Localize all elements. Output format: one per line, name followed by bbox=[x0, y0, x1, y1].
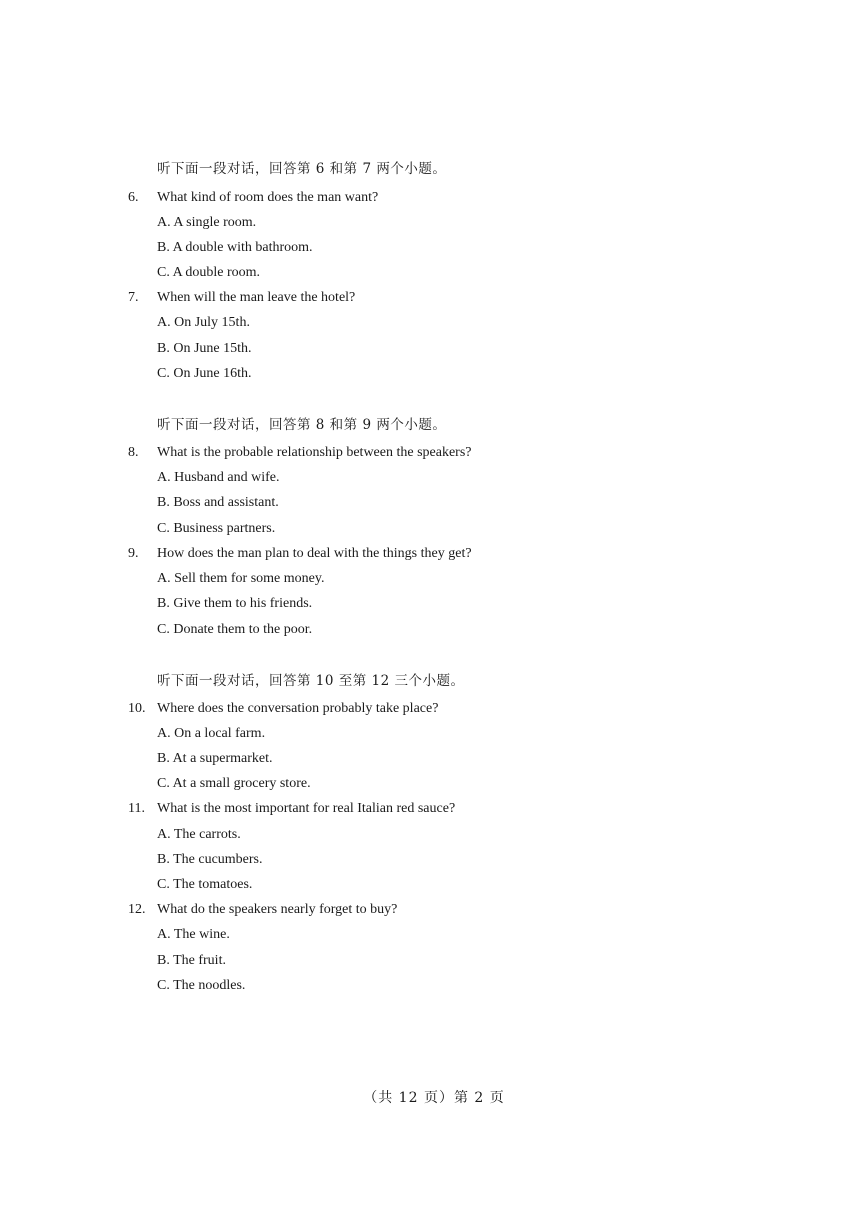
question-text: What do the speakers nearly forget to buy? bbox=[157, 902, 398, 917]
answer-option: A. Husband and wife. bbox=[157, 470, 280, 485]
question-text: What is the probable relationship between the speakers? bbox=[157, 445, 472, 460]
answer-option: B. Boss and assistant. bbox=[157, 495, 279, 510]
answer-option: B. The cucumbers. bbox=[157, 852, 263, 867]
answer-option: C. On June 16th. bbox=[157, 366, 252, 381]
answer-option: B. A double with bathroom. bbox=[157, 240, 313, 255]
answer-option: C. The tomatoes. bbox=[157, 877, 253, 892]
page-footer: （共 12 页）第 2 页 bbox=[363, 1090, 505, 1106]
answer-option: B. On June 15th. bbox=[157, 341, 252, 356]
answer-option: A. The carrots. bbox=[157, 827, 241, 842]
answer-option: B. Give them to his friends. bbox=[157, 596, 313, 611]
question-text: What kind of room does the man want? bbox=[157, 190, 379, 205]
answer-option: C. A double room. bbox=[157, 265, 261, 280]
question-number: 11. bbox=[128, 801, 145, 816]
answer-option: B. At a supermarket. bbox=[157, 751, 273, 766]
question-text: How does the man plan to deal with the things they get? bbox=[157, 546, 472, 561]
answer-option: A. On July 15th. bbox=[157, 315, 250, 330]
answer-option: A. On a local farm. bbox=[157, 726, 266, 741]
question-number: 10. bbox=[128, 701, 146, 716]
answer-option: C. The noodles. bbox=[157, 978, 246, 993]
answer-option: B. The fruit. bbox=[157, 953, 226, 968]
answer-option: A. Sell them for some money. bbox=[157, 571, 325, 586]
answer-option: C. Business partners. bbox=[157, 521, 276, 536]
question-number: 12. bbox=[128, 902, 146, 917]
answer-option: A. A single room. bbox=[157, 215, 257, 230]
question-number: 9. bbox=[128, 546, 139, 561]
question-number: 6. bbox=[128, 190, 139, 205]
section-instruction: 听下面一段对话，回答第 8 和第 9 两个小题。 bbox=[157, 417, 447, 433]
section-instruction: 听下面一段对话，回答第 6 和第 7 两个小题。 bbox=[157, 161, 447, 177]
answer-option: A. The wine. bbox=[157, 927, 230, 942]
question-text: Where does the conversation probably take place? bbox=[157, 701, 439, 716]
question-text: When will the man leave the hotel? bbox=[157, 290, 356, 305]
question-text: What is the most important for real Italian red sauce? bbox=[157, 801, 456, 816]
question-number: 8. bbox=[128, 445, 139, 460]
question-number: 7. bbox=[128, 290, 139, 305]
answer-option: C. At a small grocery store. bbox=[157, 776, 311, 791]
section-instruction: 听下面一段对话，回答第 10 至第 12 三个小题。 bbox=[157, 673, 465, 689]
answer-option: C. Donate them to the poor. bbox=[157, 622, 313, 637]
